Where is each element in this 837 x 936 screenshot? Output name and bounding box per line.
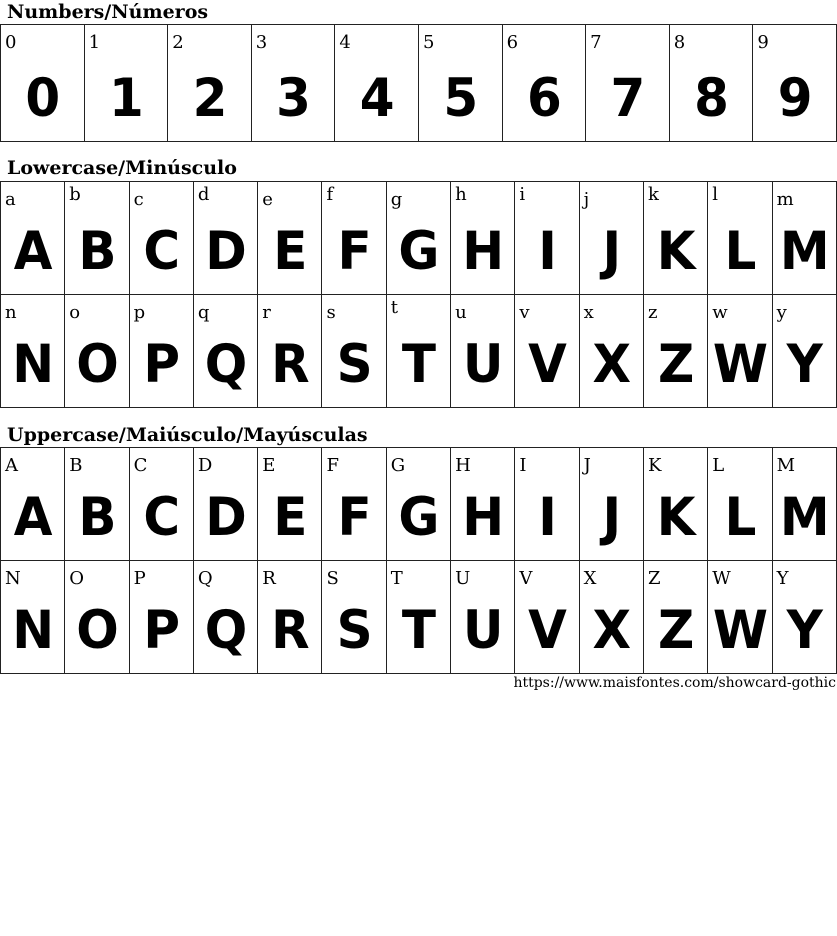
glyph-label: 1 [88, 32, 101, 53]
glyph-label: o [69, 302, 81, 323]
glyph-sample: H [462, 220, 504, 282]
glyph-sample: B [78, 486, 116, 548]
glyph-sample: R [271, 333, 309, 395]
glyph-cell [669, 25, 753, 142]
glyph-cell [515, 295, 579, 408]
glyph-cell [322, 561, 386, 674]
glyph-sample: D [205, 486, 246, 548]
glyph-cell [579, 295, 643, 408]
glyph-label: M [776, 455, 795, 476]
glyph-sample: H [462, 486, 504, 548]
glyph-label: J [583, 455, 591, 476]
glyph-cell [579, 448, 643, 561]
glyph-label: R [262, 568, 276, 589]
glyph-sample: E [273, 220, 307, 282]
glyph-label: k [647, 184, 659, 205]
glyph-cell [451, 295, 515, 408]
glyph-cell [258, 561, 322, 674]
glyph-cell [1, 561, 65, 674]
glyph-row [1, 295, 837, 408]
glyph-sample: W [712, 333, 767, 395]
glyph-label: w [712, 302, 728, 323]
glyph-label: t [390, 297, 399, 318]
glyph-sample: T [401, 333, 435, 395]
glyph-label: i [519, 184, 526, 205]
lowercase-table [0, 181, 837, 408]
glyph-cell [451, 448, 515, 561]
glyph-cell [515, 182, 579, 295]
glyph-sample: A [13, 486, 52, 548]
glyph-cell [335, 25, 419, 142]
glyph-cell [386, 561, 450, 674]
glyph-row [1, 182, 837, 295]
glyph-cell [451, 561, 515, 674]
glyph-sample: 6 [526, 67, 561, 129]
glyph-sample: U [462, 333, 503, 395]
glyph-sample: W [712, 599, 767, 661]
glyph-label: 2 [172, 32, 184, 53]
glyph-sample: T [401, 599, 435, 661]
glyph-label: m [776, 189, 794, 210]
glyph-cell [708, 561, 772, 674]
glyph-cell [129, 182, 193, 295]
glyph-label: Y [776, 568, 789, 589]
glyph-cell [193, 295, 257, 408]
glyph-label: f [326, 184, 334, 205]
glyph-sample: V [528, 333, 566, 395]
glyph-cell [258, 295, 322, 408]
glyph-cell [1, 25, 85, 142]
glyph-cell [643, 561, 707, 674]
glyph-label: z [647, 302, 658, 323]
glyph-sample: J [602, 486, 621, 548]
glyph-label: p [133, 302, 146, 323]
glyph-sample: Q [204, 599, 247, 661]
glyph-label: 8 [673, 32, 686, 53]
glyph-row [1, 25, 837, 142]
glyph-sample: 4 [359, 67, 394, 129]
glyph-cell [708, 182, 772, 295]
glyph-sample: Y [786, 599, 822, 661]
glyph-sample: G [398, 220, 439, 282]
glyph-cell [753, 25, 837, 142]
glyph-sample: N [12, 599, 54, 661]
glyph-label: K [647, 455, 662, 476]
glyph-sample: F [337, 486, 371, 548]
glyph-label: I [519, 455, 527, 476]
glyph-label: u [455, 302, 467, 323]
glyph-cell [643, 295, 707, 408]
glyph-cell [1, 182, 65, 295]
glyph-label: U [455, 568, 471, 589]
glyph-label: b [69, 184, 81, 205]
glyph-cell [1, 448, 65, 561]
glyph-label: c [133, 189, 144, 210]
glyph-label: S [326, 568, 339, 589]
glyph-label: 3 [255, 32, 268, 53]
glyph-label: O [69, 568, 85, 589]
glyph-cell [772, 561, 836, 674]
glyph-label: l [712, 184, 719, 205]
glyph-label: P [133, 568, 146, 589]
glyph-sample: S [336, 599, 372, 661]
glyph-cell [772, 295, 836, 408]
glyph-sample: 2 [192, 67, 227, 129]
glyph-sample: M [779, 220, 829, 282]
glyph-cell [322, 182, 386, 295]
glyph-sample: F [337, 220, 371, 282]
glyph-cell [129, 448, 193, 561]
glyph-label: Z [647, 568, 661, 589]
glyph-label: X [583, 568, 597, 589]
glyph-cell [515, 561, 579, 674]
glyph-label: e [262, 189, 273, 210]
glyph-label: A [5, 455, 18, 476]
glyph-cell [258, 448, 322, 561]
glyph-sample: Y [786, 333, 822, 395]
glyph-cell [251, 25, 335, 142]
glyph-cell [579, 561, 643, 674]
glyph-cell [772, 182, 836, 295]
glyph-sample: Z [657, 599, 694, 661]
glyph-label: D [197, 455, 213, 476]
glyph-label: 9 [757, 32, 769, 53]
numbers-title: Numbers/Números [7, 1, 209, 23]
glyph-sample: L [724, 486, 756, 548]
glyph-label: B [69, 455, 83, 476]
glyph-sample: L [724, 220, 756, 282]
glyph-label: N [5, 568, 21, 589]
glyph-label: v [519, 302, 530, 323]
uppercase-table [0, 447, 837, 674]
glyph-sample: P [143, 333, 180, 395]
glyph-cell [586, 25, 670, 142]
glyph-sample: A [13, 220, 52, 282]
glyph-sample: B [78, 220, 116, 282]
glyph-label: L [712, 455, 725, 476]
glyph-cell [418, 25, 502, 142]
glyph-label: V [519, 568, 533, 589]
glyph-cell [772, 448, 836, 561]
glyph-label: y [776, 302, 787, 323]
glyph-cell [322, 295, 386, 408]
glyph-sample: C [143, 486, 180, 548]
glyph-cell [65, 295, 129, 408]
glyph-label: n [5, 302, 17, 323]
glyph-sample: J [602, 220, 621, 282]
glyph-cell [168, 25, 252, 142]
glyph-sample: E [273, 486, 307, 548]
glyph-cell [708, 295, 772, 408]
glyph-cell [193, 182, 257, 295]
glyph-label: H [455, 455, 471, 476]
glyph-label: E [262, 455, 276, 476]
glyph-sample: M [779, 486, 829, 548]
glyph-cell [386, 448, 450, 561]
glyph-sample: I [538, 486, 556, 548]
glyph-label: T [390, 568, 403, 589]
glyph-sample: Q [204, 333, 247, 395]
glyph-label: j [583, 189, 590, 210]
lowercase-title: Lowercase/Minúsculo [7, 157, 237, 179]
glyph-cell [386, 182, 450, 295]
glyph-sample: 5 [443, 67, 478, 129]
glyph-cell [1, 295, 65, 408]
glyph-cell [65, 448, 129, 561]
glyph-label: a [5, 189, 16, 210]
glyph-label: 6 [506, 32, 519, 53]
numbers-table [0, 24, 837, 142]
glyph-label: h [455, 184, 467, 205]
glyph-cell [451, 182, 515, 295]
glyph-sample: 9 [777, 67, 812, 129]
glyph-sample: C [143, 220, 180, 282]
glyph-sample: O [76, 333, 118, 395]
glyph-cell [643, 182, 707, 295]
glyph-label: W [712, 568, 731, 589]
glyph-sample: 0 [25, 67, 60, 129]
glyph-sample: U [462, 599, 503, 661]
glyph-label: r [262, 302, 271, 323]
glyph-sample: P [143, 599, 180, 661]
glyph-label: 0 [5, 32, 17, 53]
glyph-cell [129, 295, 193, 408]
glyph-cell [502, 25, 586, 142]
glyph-sample: 7 [610, 67, 645, 129]
glyph-cell [322, 448, 386, 561]
glyph-sample: G [398, 486, 439, 548]
glyph-sample: 1 [108, 67, 143, 129]
glyph-sample: Z [657, 333, 694, 395]
glyph-label: d [197, 184, 210, 205]
glyph-sample: D [205, 220, 246, 282]
glyph-sample: 3 [276, 67, 310, 129]
glyph-sample: R [271, 599, 309, 661]
glyph-label: 5 [422, 32, 435, 53]
glyph-sample: K [656, 486, 695, 548]
glyph-sample: V [528, 599, 566, 661]
glyph-label: q [197, 302, 210, 323]
glyph-sample: O [76, 599, 118, 661]
glyph-label: G [390, 455, 406, 476]
uppercase-title: Uppercase/Maiúsculo/Mayúsculas [7, 424, 368, 446]
glyph-label: C [133, 455, 148, 476]
glyph-sample: X [592, 599, 631, 661]
glyph-sample: I [538, 220, 556, 282]
glyph-label: Q [197, 568, 213, 589]
glyph-sample: N [12, 333, 54, 395]
glyph-cell [193, 448, 257, 561]
glyph-label: 7 [590, 32, 602, 53]
glyph-cell [579, 182, 643, 295]
glyph-cell [708, 448, 772, 561]
glyph-cell [643, 448, 707, 561]
glyph-label: x [583, 302, 594, 323]
glyph-label: g [390, 189, 403, 210]
glyph-cell [84, 25, 168, 142]
glyph-sample: S [336, 333, 372, 395]
glyph-row [1, 448, 837, 561]
glyph-cell [193, 561, 257, 674]
glyph-cell [129, 561, 193, 674]
glyph-label: 4 [339, 32, 351, 53]
glyph-cell [65, 561, 129, 674]
glyph-cell [515, 448, 579, 561]
glyph-sample: X [592, 333, 631, 395]
glyph-cell [258, 182, 322, 295]
glyph-label: F [326, 455, 339, 476]
glyph-row [1, 561, 837, 674]
glyph-sample: K [656, 220, 695, 282]
glyph-label: s [326, 302, 336, 323]
credit-url: https://www.maisfontes.com/showcard-gothic [513, 675, 836, 691]
glyph-sample: 8 [694, 67, 728, 129]
glyph-cell [386, 295, 450, 408]
glyph-cell [65, 182, 129, 295]
